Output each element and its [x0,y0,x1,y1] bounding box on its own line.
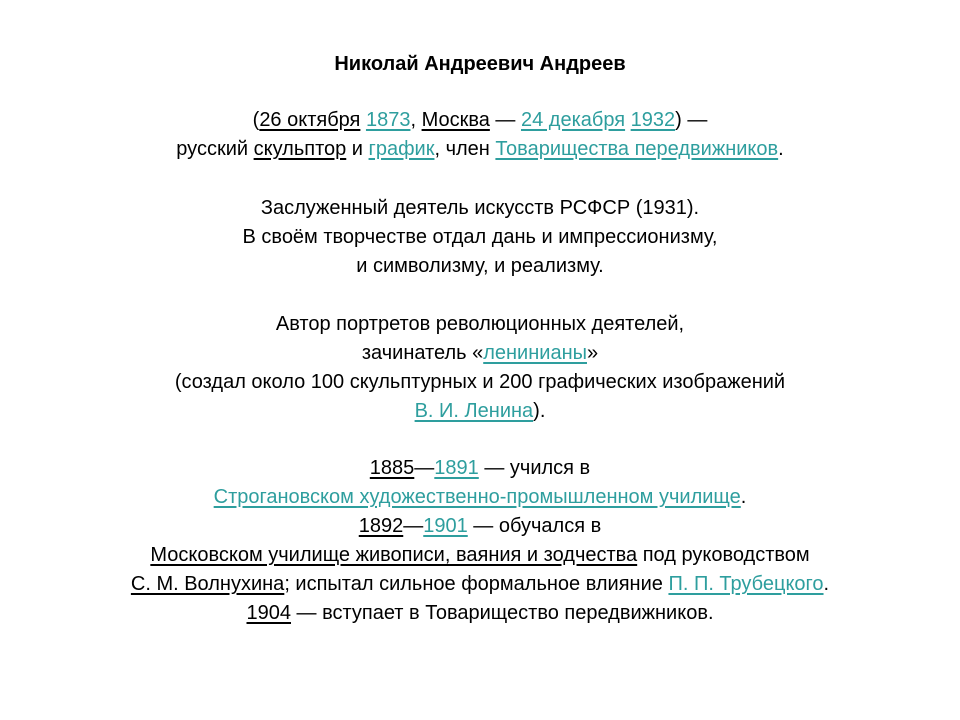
intro-paragraph [20,106,940,164]
year-1901-link[interactable]: 1901 [423,515,468,537]
author-paragraph [20,310,940,426]
stroganov-school-link[interactable]: Строгановском художественно-промышленном училище [213,486,741,508]
author-line-1: Автор портретов революционных деятелей, [275,313,685,335]
honors-line-2: В своём творчестве отдал дань и импрессионизму, [242,226,718,248]
birth-place-link[interactable]: Москва [421,109,490,131]
year-1904-link[interactable]: 1904 [246,602,291,624]
author-line-3: (создал около 100 скульптурных и 200 графических изображений [174,371,786,393]
education-line-5: С. М. Волнухина; испытал сильное формальное влияние П. П. Трубецкого. [130,573,830,595]
sculptor-link[interactable]: скульптор [253,138,347,160]
author-line-4: В. И. Ленина). [414,400,546,422]
graphic-artist-link[interactable]: график [368,138,435,160]
volnukhin-link[interactable]: С. М. Волнухина [130,573,285,595]
education-line-1: 1885—1891 — учился в [369,457,591,479]
death-year-link[interactable]: 1932 [630,109,676,131]
intro-line-2: русский скульптор и график, член Товарищества передвижников. [176,138,784,160]
peredvizhniki-society-link[interactable]: Товарищества передвижников [495,138,779,160]
death-date-link[interactable]: 24 декабря [520,109,626,131]
honors-line-1: Заслуженный деятель искусств РСФСР (1931). [260,197,700,219]
education-line-3: 1892—1901 — обучался в [358,515,602,537]
birth-year-link[interactable]: 1873 [365,109,411,131]
education-line-6: 1904 — вступает в Товарищество передвижников. [246,602,714,624]
honors-line-3: и символизму, и реализму. [356,255,604,277]
leniniana-link[interactable]: ленинианы [483,342,587,364]
honors-paragraph [20,194,940,281]
birth-date-link[interactable]: 26 октября [259,109,361,131]
lenin-link[interactable]: В. И. Ленина [414,400,534,422]
year-1892-link[interactable]: 1892 [358,515,404,537]
year-1885-link[interactable]: 1885 [369,457,415,479]
education-paragraph [20,454,940,628]
year-1891-link[interactable]: 1891 [434,457,479,479]
page-title: Николай Андреевич Андреев [334,53,626,75]
education-line-4: Московском училище живописи, ваяния и зодчества под руководством [150,544,810,566]
trubetskoy-link[interactable]: П. П. Трубецкого [668,573,824,595]
intro-line-1: (26 октября 1873, Москва — 24 декабря 1932) — [252,109,708,131]
author-line-2: зачинатель «ленинианы» [361,342,599,364]
education-line-2: Строгановском художественно-промышленном училище. [213,486,747,508]
moscow-school-link[interactable]: Московском училище живописи, ваяния и зодчества [150,544,638,566]
